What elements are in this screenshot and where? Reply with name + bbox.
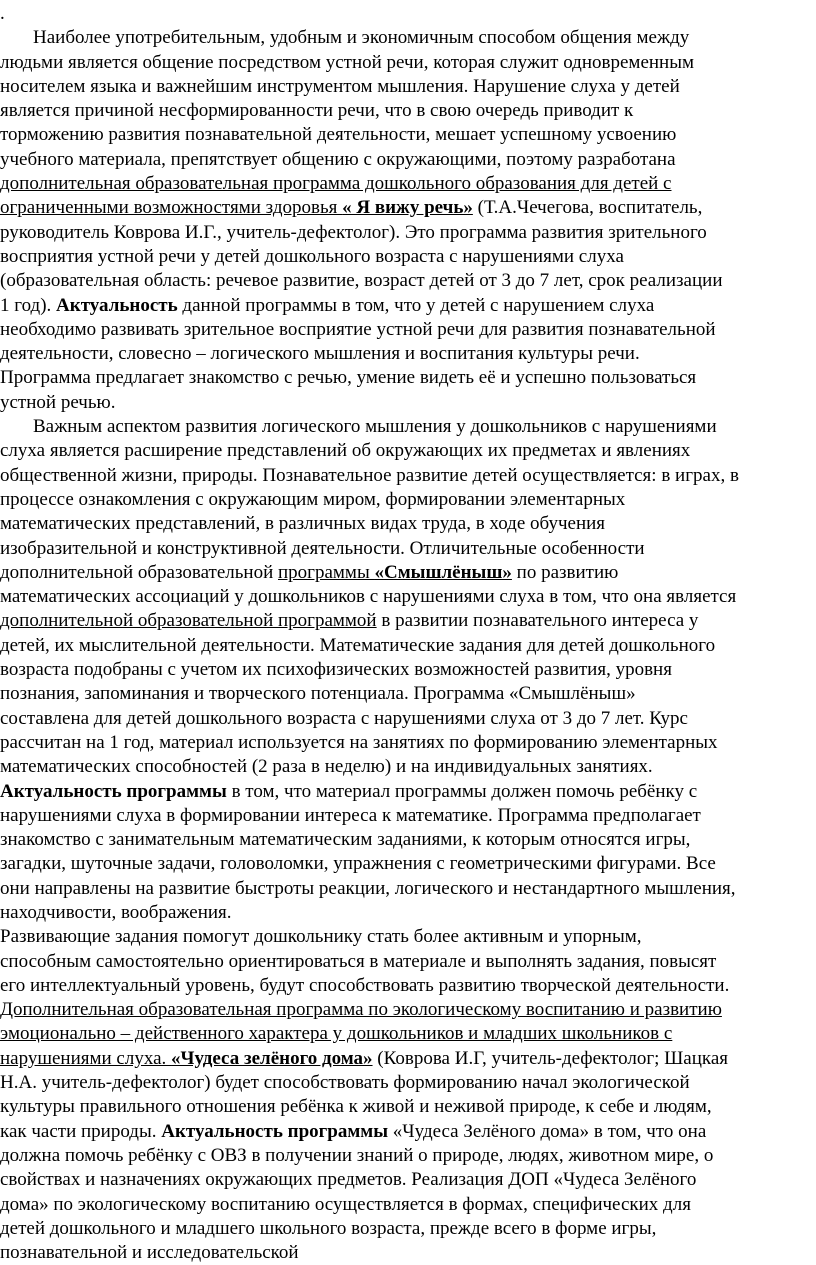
text-line <box>0 2 810 26</box>
text-run: детей дошкольного и младшего школьного возраста, прежде всего в форме игры, <box>0 1217 657 1239</box>
text-run: познания, запоминания и творческого потенциала. Программа «Смышлёныш» <box>0 683 636 705</box>
text-run: (образовательная область: речевое развитие, возраст детей от 3 до 7 лет, срок реализации <box>0 270 723 292</box>
text-run: Наиболее употребительным, удобным и экономичным способом общения между <box>33 27 690 49</box>
text-run: математических способностей (2 раза в неделю) и на индивидуальных занятиях. <box>0 756 653 778</box>
text-line <box>0 1193 810 1217</box>
text-line <box>0 148 810 172</box>
text-line <box>0 925 810 949</box>
text-line <box>0 537 810 561</box>
text-run: находчивости, воображения. <box>0 901 232 923</box>
text-line <box>0 1095 810 1119</box>
text-line <box>0 1047 810 1071</box>
text-run: математических представлений, в различных видах труда, в ходе обучения <box>0 513 606 535</box>
text-run: способным самостоятельно ориентироваться в материале и выполнять задания, повысят <box>0 950 717 972</box>
text-line <box>0 172 810 196</box>
emphasized-text-run: программы <box>278 561 375 583</box>
text-line <box>0 366 810 390</box>
text-run: познавательной и исследовательской <box>0 1242 299 1264</box>
emphasized-text-run: « Я вижу речь» <box>342 197 473 219</box>
text-line <box>0 221 810 245</box>
emphasized-text-run: дополнительная образовательная программа дошкольного образования для детей с <box>0 173 672 195</box>
text-line <box>0 99 810 123</box>
text-line <box>0 269 810 293</box>
text-line <box>0 682 810 706</box>
text-line <box>0 1241 810 1265</box>
text-line <box>0 1120 810 1144</box>
text-run: дома» по экологическому воспитанию осуществляется в формах, специфических для <box>0 1193 691 1215</box>
emphasized-text-run: нарушениями слуха. <box>0 1047 172 1069</box>
text-run: данной программы в том, что у детей с нарушением слуха <box>177 294 655 316</box>
text-run: людьми является общение посредством устной речи, которая служит одновременным <box>0 51 695 73</box>
text-run: слуха является расширение представлений об окружающих их предметах и явлениях <box>0 440 691 462</box>
text-line <box>0 415 810 439</box>
text-run: его интеллектуальный уровень, будут способствовать развитию творческой деятельности. <box>0 974 730 996</box>
text-run: носителем языка и важнейшим инструментом мышления. Нарушение слуха у детей <box>0 75 680 97</box>
text-line <box>0 123 810 147</box>
text-line <box>0 1144 810 1168</box>
text-line <box>0 755 810 779</box>
text-run: детей, их мыслительной деятельности. Математические задания для детей дошкольного <box>0 634 716 656</box>
text-line <box>0 585 810 609</box>
text-run: знакомство с занимательным математическим заданиями, к которым относятся игры, <box>0 829 691 851</box>
text-run: руководитель Коврова И.Г., учитель-дефектолог). Это программа развития зрительного <box>0 221 707 243</box>
text-line <box>0 26 810 50</box>
text-run: математических ассоциаций у дошкольников с нарушениями слуха в том, что она является <box>0 586 737 608</box>
text-line <box>0 464 810 488</box>
text-run: рассчитан на 1 год, материал используется на занятиях по формированию элементарных <box>0 731 718 753</box>
text-line <box>0 318 810 342</box>
text-line <box>0 342 810 366</box>
text-line <box>0 828 810 852</box>
text-line <box>0 294 810 318</box>
text-line <box>0 634 810 658</box>
text-line <box>0 1217 810 1241</box>
text-line <box>0 877 810 901</box>
text-line <box>0 512 810 536</box>
text-run: «Чудеса Зелёного дома» в том, что она <box>388 1120 707 1142</box>
emphasized-text-run: «Смышлёныш» <box>374 561 512 583</box>
text-line <box>0 1071 810 1095</box>
text-run: в развитии познавательного интереса у <box>376 610 699 632</box>
text-run: восприятия устной речи у детей дошкольного возраста с нарушениями слуха <box>0 245 624 267</box>
text-line <box>0 245 810 269</box>
text-run: Программа предлагает знакомство с речью, умение видеть её и успешно пользоваться <box>0 367 697 389</box>
text-run: по развитию <box>511 561 619 583</box>
emphasized-text-run: Актуальность программы <box>0 780 227 802</box>
text-run: деятельности, словесно – логического мышления и воспитания культуры речи. <box>0 343 640 365</box>
text-run: составлена для детей дошкольного возраста с нарушениями слуха от 3 до 7 лет. Курс <box>0 707 688 729</box>
text-run: ( <box>372 1047 384 1069</box>
text-line <box>0 780 810 804</box>
text-run: процессе ознакомления с окружающим миром, формировании элементарных <box>0 488 626 510</box>
text-line <box>0 51 810 75</box>
text-line <box>0 1168 810 1192</box>
text-line <box>0 561 810 585</box>
text-run: Развивающие задания помогут дошкольнику стать более активным и упорным, <box>0 926 642 948</box>
text-run: необходимо развивать зрительное восприятие устной речи для развития познавательной <box>0 318 716 340</box>
text-run: общественной жизни, природы. Познавательное развитие детей осуществляется: в играх, в <box>0 464 739 486</box>
text-run: устной речью. <box>0 391 116 413</box>
text-run: изобразительной и конструктивной деятельности. Отличительные особенности <box>0 537 645 559</box>
text-line <box>0 804 810 828</box>
text-line <box>0 707 810 731</box>
text-run: культуры правильного отношения ребёнка к живой и неживой природе, к себе и людям, <box>0 1096 712 1118</box>
text-line <box>0 731 810 755</box>
text-line <box>0 974 810 998</box>
text-line <box>0 1022 810 1046</box>
text-run: торможению развития познавательной деятельности, мешает успешному усвоению <box>0 124 677 146</box>
text-line <box>0 75 810 99</box>
text-line <box>0 488 810 512</box>
text-line <box>0 391 810 415</box>
text-run: Н.А. учитель-дефектолог) будет способствовать формированию начал экологической <box>0 1072 690 1094</box>
text-run: в том, что материал программы должен помочь ребёнку с <box>226 780 698 802</box>
text-run: Важным аспектом развития логического мышления у дошкольников с нарушениями <box>33 416 717 438</box>
text-line <box>0 658 810 682</box>
text-run: дополнительной образовательной <box>0 561 278 583</box>
text-run: возраста подобраны с учетом их психофизических возможностей развития, уровня <box>0 659 672 681</box>
text-run: как части природы. <box>0 1120 162 1142</box>
emphasized-text-run: «Чудеса зелёного дома» <box>171 1047 373 1069</box>
emphasized-text-run: дополнительной образовательной программой <box>0 610 377 632</box>
text-run: является причиной несформированности речи, что в свою очередь приводит к <box>0 100 634 122</box>
emphasized-text-run: Дополнительная образовательная программа по экологическому воспитанию и развитию <box>0 999 722 1021</box>
emphasized-text-run: ограниченными возможностями здоровья <box>0 197 343 219</box>
text-line <box>0 609 810 633</box>
text-run: загадки, шуточные задачи, головоломки, упражнения с геометрическими фигурами. Все <box>0 853 716 875</box>
emphasized-text-run: эмоционально – действенного характера у дошкольников и младших школьников с <box>0 1023 673 1045</box>
text-run: они направлены на развитие быстроты реакции, логического и нестандартного мышления, <box>0 877 736 899</box>
text-line <box>0 196 810 220</box>
text-run: Коврова И.Г, учитель-дефектолог; Шацкая <box>383 1047 729 1069</box>
text-run: свойствах и назначениях окружающих предметов. Реализация ДОП «Чудеса Зелёного <box>0 1169 697 1191</box>
text-line <box>0 852 810 876</box>
text-run: 1 год). <box>0 294 57 316</box>
emphasized-text-run: Актуальность программы <box>161 1120 389 1142</box>
text-run: нарушениями слуха в формировании интереса к математике. Программа предполагает <box>0 804 701 826</box>
text-line <box>0 950 810 974</box>
text-line <box>0 901 810 925</box>
text-line <box>0 998 810 1022</box>
text-run: должна помочь ребёнку с ОВЗ в получении знаний о природе, людях, животном мире, о <box>0 1144 714 1166</box>
emphasized-text-run: Актуальность <box>56 294 178 316</box>
text-run: учебного материала, препятствует общению с окружающими, поэтому разработана <box>0 148 676 170</box>
text-run: . <box>0 3 5 24</box>
text-run: (Т.А.Чечегова, воспитатель, <box>472 197 703 219</box>
text-line <box>0 439 810 463</box>
